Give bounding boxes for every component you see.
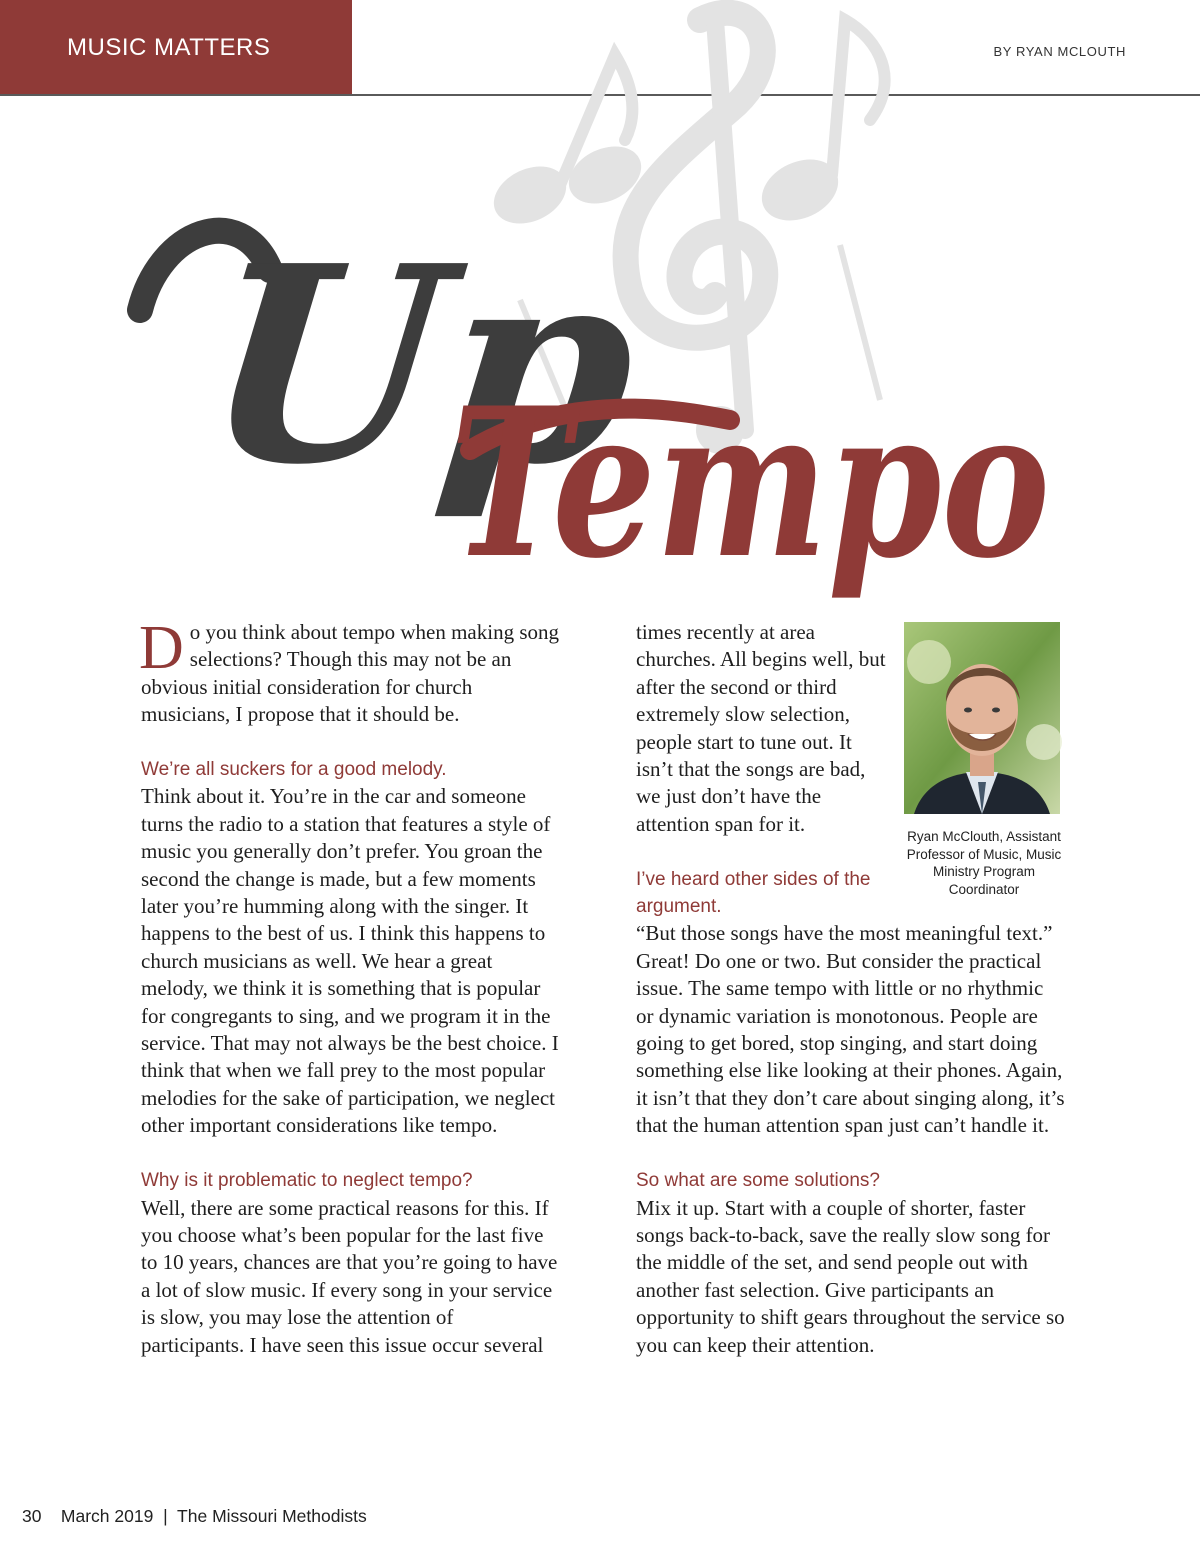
subheading-solutions: So what are some solutions? [636, 1170, 880, 1192]
paragraph-argument: “But those songs have the most meaningful text.” Great! Do one or two. But consider the practical issue. The same tempo with little or no rhythmic or dynamic variation is monotonous. People are going to get bored, stop singing, and start doing something else like looking at their phones. Again, it isn’t that they don’t care about singing along, it’s that the human attention span just can’t handle it. [636, 921, 1065, 1138]
title-up: Up [191, 206, 650, 524]
drop-cap: D [139, 614, 184, 682]
paragraph-melody: Think about it. You’re in the car and someone turns the radio to a station that features a style of music you generally don’t prefer. You groan the second the change is made, but a few moments later you’re humming along with the singer. It happens to the best of us. I think this happens to church musicians as well. We hear a great melody, we think it is something that is popular for congregants to sing, and we program it in the service. That may not always be the best choice. I think that when we fall prey to the most popular melodies for the sake of participation, we neglect other important considerations like tempo. [141, 784, 559, 1138]
paragraph-solutions: Mix it up. Start with a couple of shorter, faster songs back-to-back, save the really slow song for the middle of the set, and send people out with another fast selection. Give participants an opportunity to shift gears throughout the service so you can keep their attention. [636, 1195, 1065, 1357]
intro-paragraph [139, 614, 561, 729]
intro-text: o you think about tempo when making song selections? Though this may not be an obvious initial consideration for church musicians, I propose that it should be. [141, 620, 559, 727]
page-footer [22, 1506, 367, 1527]
issue-date: March 2019 [60, 1506, 154, 1526]
publication-name: The Missouri Methodists [177, 1506, 367, 1526]
title-artwork [120, 160, 1080, 604]
page-number: 30 [22, 1506, 42, 1526]
paragraph-problem-continued: times recently at area churches. All begins well, but after the second or third extremely slow selection, people start to tune out. It isn’t that the songs are bad, we just don’t have the attention span for it. [636, 620, 886, 836]
section-tab [0, 0, 352, 95]
article-column-1 [139, 614, 561, 1359]
footer-separator: | [163, 1506, 168, 1526]
subheading-problem: Why is it problematic to neglect tempo? [141, 1170, 473, 1192]
section-label: MUSIC MATTERS [67, 34, 271, 61]
byline: BY RYAN MCLOUTH [993, 44, 1126, 59]
subheading-argument: I’ve heard other sides of the argument. [636, 868, 871, 918]
subheading-melody: We’re all suckers for a good melody. [141, 759, 447, 781]
author-photo [904, 622, 1060, 814]
photo-caption: Ryan McClouth, Assistant Professor of Music, Music Ministry Program Coordinator [906, 829, 1062, 897]
paragraph-problem: Well, there are some practical reasons for this. If you choose what’s been popular for the last five to 10 years, chances are that you’re going to have a lot of slow music. If every song in your service is slow, you may lose the attention of participants. I have seen this issue occur several [141, 1195, 558, 1357]
title-tempo: Tempo [450, 364, 1050, 604]
